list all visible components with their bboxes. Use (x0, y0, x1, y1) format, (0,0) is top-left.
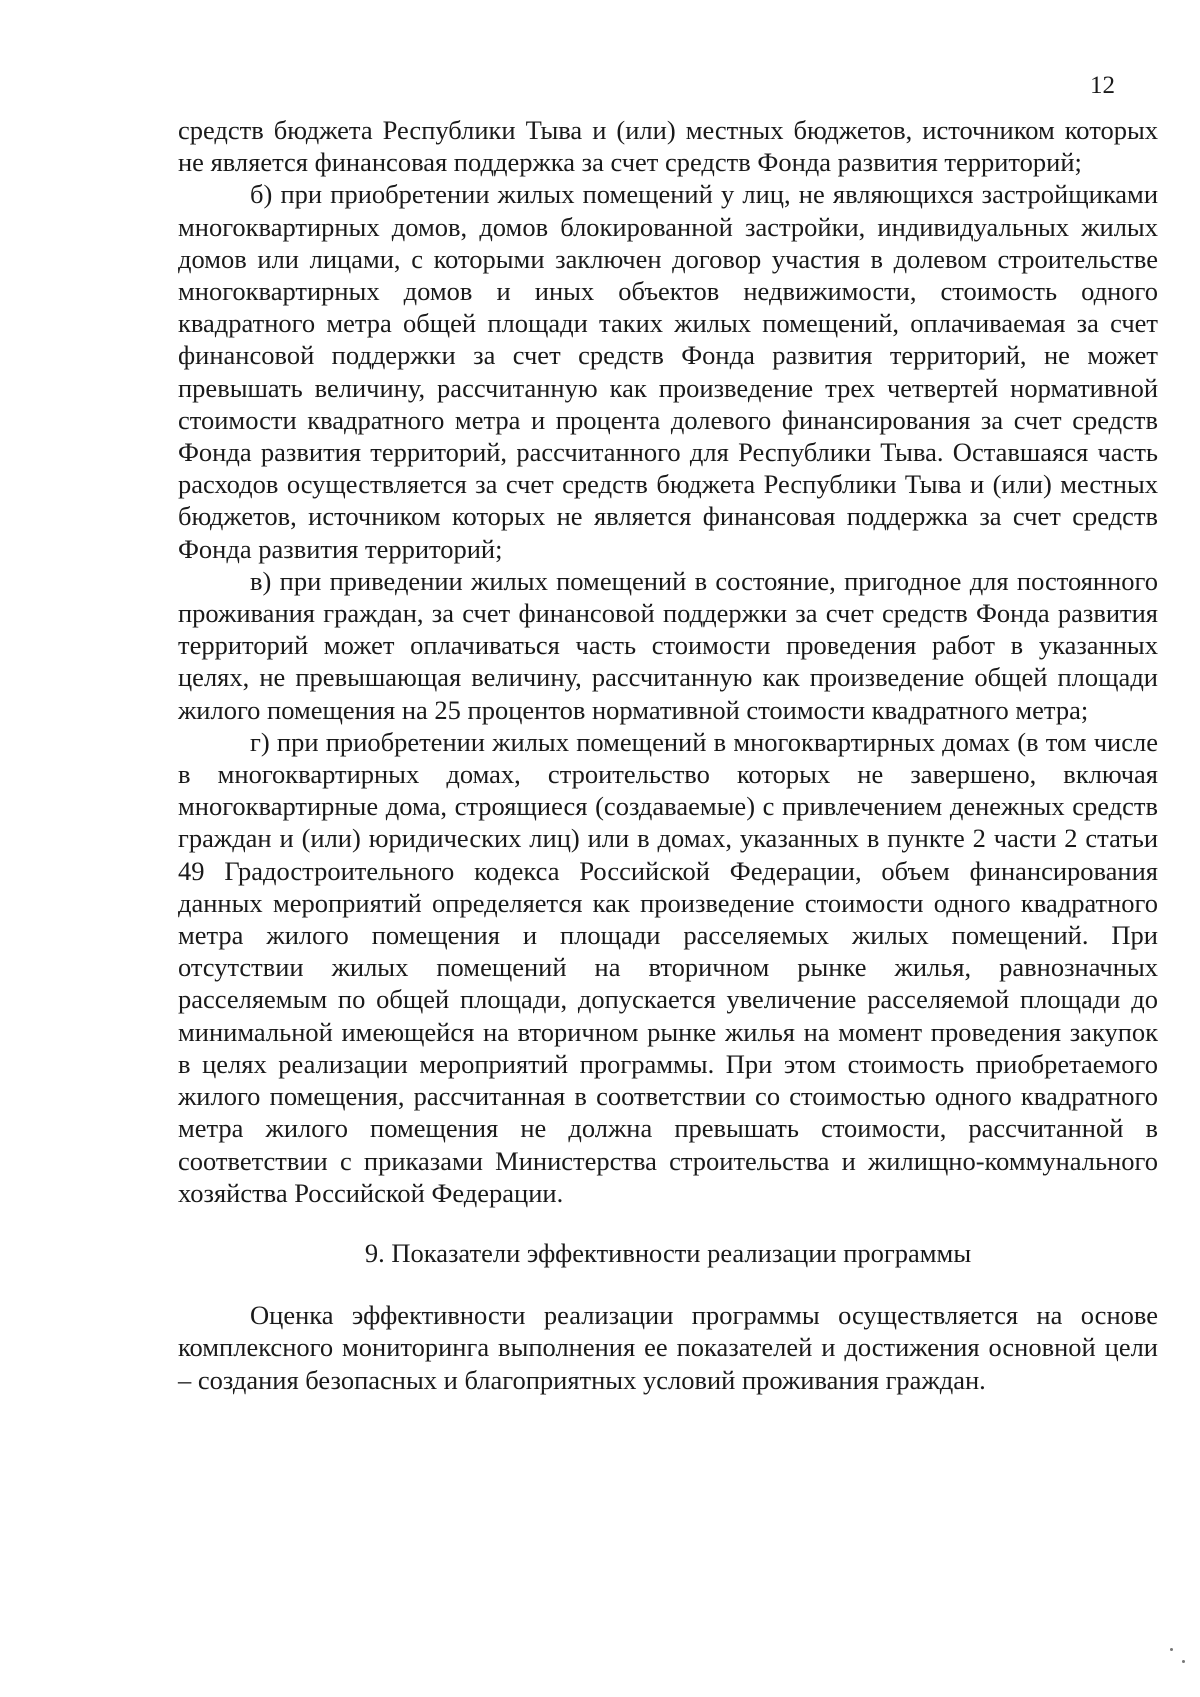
paragraph-continuation: средств бюджета Республики Тыва и (или) местных бюджетов, источником которых не является финансовая поддержка за счет средств Фонда развития территорий; (178, 115, 1158, 178)
scan-speck (1182, 1660, 1185, 1663)
paragraph-item-v: в) при приведении жилых помещений в состояние, пригодное для постоянного проживания граждан, за счет финансовой поддержки за счет средств Фонда развития территорий может оплачиваться часть стоимости проведения работ в указанных целях, не превышающая величину, рассчитанную как произведение общей площади жилого помещения на 25 процентов нормативной стоимости квадратного метра; (178, 565, 1158, 725)
section-heading: 9. Показатели эффективности реализации программы (364, 1237, 972, 1268)
page-number: 12 (1090, 72, 1115, 99)
scan-speck (1170, 1648, 1173, 1651)
document-body (178, 114, 1158, 1396)
paragraph-item-b: б) при приобретении жилых помещений у лиц, не являющихся застройщиками многоквартирных домов, домов блокированной застройки, индивидуальных жилых домов или лицами, с которыми заключен договор участия в долевом строительстве многоквартирных домов и иных объектов недвижимости, стоимость одного квадратного метра общей площади таких жилых помещений, оплачиваемая за счет финансовой поддержки за счет средств Фонда развития территорий, не может превышать величину, рассчитанную как произведение трех четвертей нормативной стоимости квадратного метра и процента долевого финансирования за счет средств Фонда развития территорий, рассчитанного для Республики Тыва. Оставшаяся часть расходов осуществляется за счет средств бюджета Республики Тыва и (или) местных бюджетов, источником которых не является финансовая поддержка за счет средств Фонда развития территорий; (178, 179, 1158, 564)
paragraph-closing: Оценка эффективности реализации программы осуществляется на основе комплексного мониторинга выполнения ее показателей и достижения основной цели – создания безопасных и благоприятных условий проживания граждан. (178, 1300, 1158, 1395)
paragraph-item-g: г) при приобретении жилых помещений в многоквартирных домах (в том числе в многоквартирных домах, строительство которых не завершено, включая многоквартирные дома, строящиеся (создаваемые) с привлечением денежных средств граждан и (или) юридических лиц) или в домах, указанных в пункте 2 части 2 статьи 49 Градостроительного кодекса Российской Федерации, объем финансирования данных мероприятий определяется как произведение стоимости одного квадратного метра жилого помещения и площади расселяемых жилых помещений. При отсутствии жилых помещений на вторичном рынке жилья, равнозначных расселяемым по общей площади, допускается увеличение расселяемой площади до минимальной имеющейся на вторичном рынке жилья на момент проведения закупок в целях реализации мероприятий программы. При этом стоимость приобретаемого жилого помещения, рассчитанная в соответствии со стоимостью одного квадратного метра жилого помещения не должна превышать стоимости, рассчитанной в соответствии с приказами Министерства строительства и жилищно-коммунального хозяйства Российской Федерации. (178, 726, 1158, 1208)
